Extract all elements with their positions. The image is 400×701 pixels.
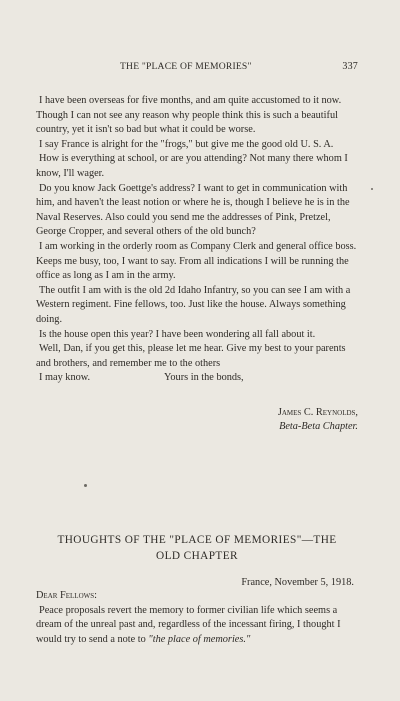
closing-left-text: I may know.: [39, 372, 91, 384]
letter-paragraph: How is everything at school, or are you attending? Not many there whom I know, I'll wager.: [36, 153, 348, 179]
closing-salutation: Yours in the bonds,: [164, 372, 244, 384]
running-title: THE "PLACE OF MEMORIES": [120, 61, 252, 72]
letter-paragraph: Well, Dan, if you get this, please let me hear. Give my best to your parents and brothers, and remember me to the others: [36, 343, 346, 369]
letter-paragraph: Is the house open this year? I have been wondering all fall about it.: [39, 328, 316, 340]
signer-name: James C. Reynolds,: [277, 406, 358, 418]
opening-italic: "the place of memories.": [148, 634, 251, 646]
letter-paragraph: I say France is alright for the "frogs," but give me the good old U. S. A.: [39, 138, 334, 150]
section-title: [36, 532, 358, 564]
section-title-line: OLD CHAPTER: [156, 550, 238, 562]
signer-chapter: Beta-Beta Chapter.: [279, 421, 358, 433]
ink-speck: [84, 484, 87, 487]
ink-speck: [371, 188, 373, 190]
salutation: Dear Fellows:: [36, 589, 97, 601]
closing-line: [36, 371, 358, 386]
opening-paragraph: [36, 604, 358, 648]
page-number: 337: [342, 61, 358, 72]
page-header: [36, 61, 358, 75]
dateline: France, November 5, 1918.: [241, 577, 354, 588]
letter-paragraph: I am working in the orderly room as Company Clerk and general office boss. Keeps me busy, too, I want to say. From all indications I will be running the office as long as I am in the army.: [36, 240, 357, 282]
letter-body: [36, 94, 358, 435]
second-letter: [36, 576, 358, 648]
letter-paragraph: Do you know Jack Goettge's address? I want to get in communication with him, and haven't the least notion or where he is, though I believe he is in the Naval Reserves. Also could you send me the addresses of Pink, Pretzel, George Cropper, and several others of the old bunch?: [36, 182, 350, 238]
section-title-line: THOUGHTS OF THE "PLACE OF MEMORIES"—THE: [57, 534, 337, 546]
letter-paragraph: I have been overseas for five months, and am quite accustomed to it now. Though I can not see any reason why people think this is such a beautiful country, yet it isn't so bad but what it could be worse.: [36, 95, 342, 136]
letter-paragraph: The outfit I am with is the old 2d Idaho Infantry, so you can see I am with a Western regiment. Fine fellows, too. Just like the house. Always something doing.: [36, 284, 351, 325]
opening-text: Peace proposals revert the memory to former civilian life which seems a dream of the unreal past and, regardless of the incessant firing, I thought I would try to send a note to: [36, 604, 341, 646]
